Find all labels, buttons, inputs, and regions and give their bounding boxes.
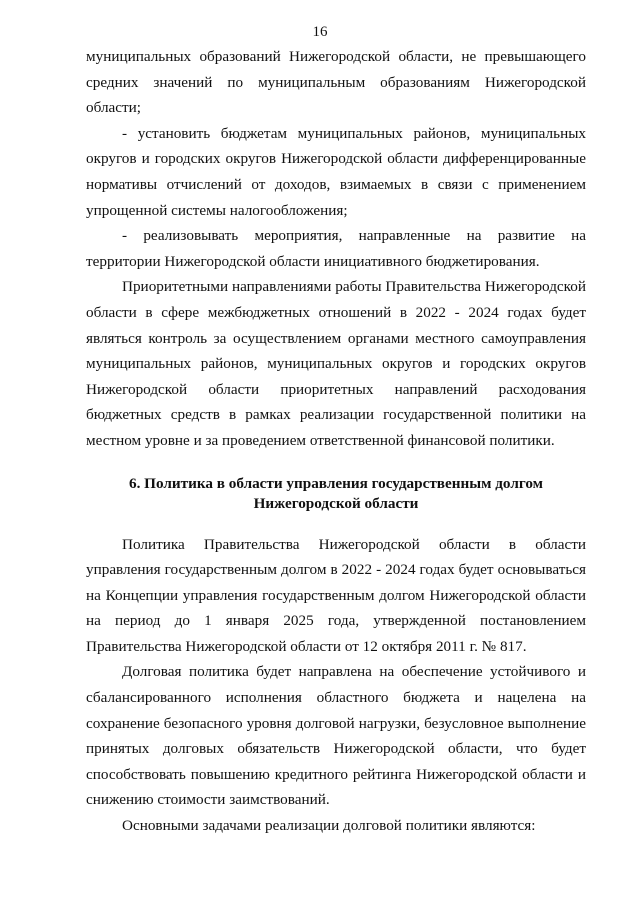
paragraph-list-item: - реализовывать мероприятия, направленные на развитие на территории Нижегородской области инициативного бюджетирования.	[86, 227, 586, 270]
section-heading	[86, 474, 586, 514]
paragraph: Политика Правительства Нижегородской области в области управления государственным долгом в 2022 - 2024 годах будет основываться на Концепции управления государственным долгом Нижегородской области на период до 1 января 2025 года, утвержденной постановлением Правительства Нижегородской области от 12 октября 2011 г. № 817.	[86, 535, 586, 655]
section-heading-line: Нижегородской области	[253, 494, 419, 512]
paragraph-continuation: муниципальных образований Нижегородской области, не превышающего средних значений по муниципальным образованиям Нижегородской области;	[86, 48, 586, 117]
document-body	[86, 44, 586, 839]
paragraph-list-item: - установить бюджетам муниципальных районов, муниципальных округов и городских округов Нижегородской области дифференцированные нормативы отчислений от доходов, взимаемых в связи с применением упрощенной системы налогообложения;	[86, 124, 586, 219]
paragraph: Приоритетными направлениями работы Правительства Нижегородской области в сфере межбюджетных отношений в 2022 - 2024 годах будет являться контроль за осуществлением органами местного самоуправления муниципальных районов, муниципальных округов и городских округов Нижегородской области приоритетных направлений расходования бюджетных средств в рамках реализации государственной политики на местном уровне и за проведением ответственной финансовой политики.	[86, 278, 586, 449]
page-number: 16	[312, 24, 328, 40]
paragraph: Основными задачами реализации долговой политики являются:	[122, 817, 536, 835]
section-heading-line: 6. Политика в области управления государственным долгом	[128, 474, 544, 492]
paragraph: Долговая политика будет направлена на обеспечение устойчивого и сбалансированного исполнения областного бюджета и нацелена на сохранение безопасного уровня долговой нагрузки, безусловное выполнение принятых долговых обязательств Нижегородской области, что будет способствовать повышению кредитного рейтинга Нижегородской области и снижению стоимости заимствований.	[86, 663, 586, 809]
